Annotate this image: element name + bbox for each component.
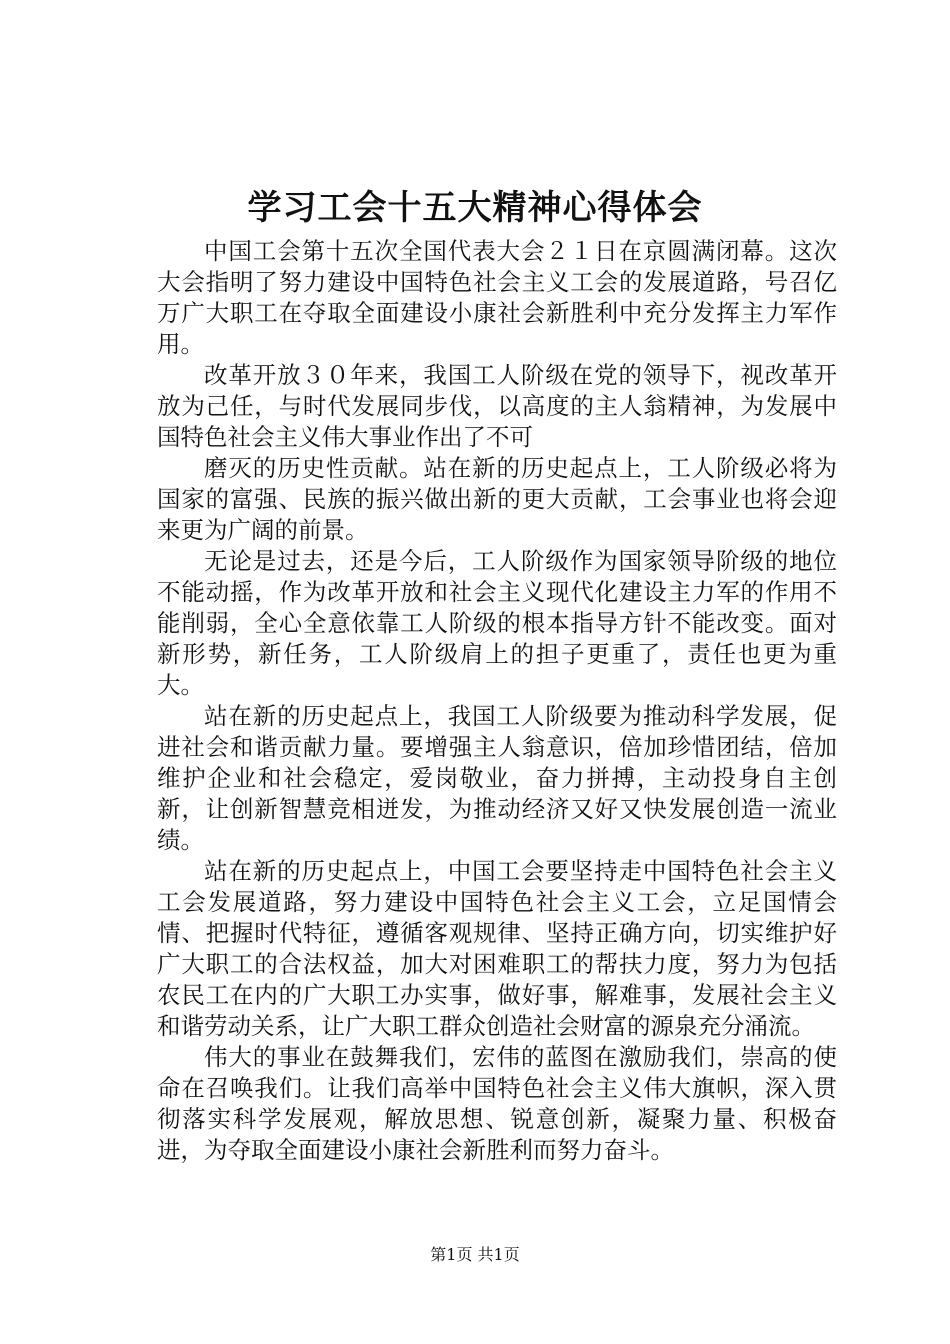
paragraph-3: 磨灭的历史性贡献。站在新的历史起点上，工人阶级必将为国家的富强、民族的振兴做出新的更大贡献，工会事业也将会迎来更为广阔的前景。 xyxy=(157,454,837,544)
page-number-footer: 第1页 共1页 xyxy=(430,1245,520,1264)
document-title: 学习工会十五大精神心得体会 xyxy=(247,188,703,228)
paragraph-2: 改革开放３０年来，我国工人阶级在党的领导下，视改革开放为己任，与时代发展同步伐，以高度的主人翁精神，为发展中国特色社会主义伟大事业作出了不可 xyxy=(157,361,837,451)
paragraph-1: 中国工会第十五次全国代表大会２１日在京圆满闭幕。这次大会指明了努力建设中国特色社会主义工会的发展道路，号召亿万广大职工在夺取全面建设小康社会新胜利中充分发挥主力军作用。 xyxy=(157,237,837,358)
paragraph-4: 无论是过去，还是今后，工人阶级作为国家领导阶级的地位不能动摇，作为改革开放和社会主义现代化建设主力军的作用不能削弱，全心全意依靠工人阶级的根本指导方针不能改变。面对新形势，新任务，工人阶级肩上的担子更重了，责任也更为重大。 xyxy=(157,547,837,699)
paragraph-7: 伟大的事业在鼓舞我们，宏伟的蓝图在激励我们，崇高的使命在召唤我们。让我们高举中国特色社会主义伟大旗帜，深入贯彻落实科学发展观，解放思想、锐意创新，凝聚力量、积极奋进，为夺取全面建设小康社会新胜利而努力奋斗。 xyxy=(157,1043,837,1164)
paragraph-5: 站在新的历史起点上，我国工人阶级要为推动科学发展，促进社会和谐贡献力量。要增强主人翁意识，倍加珍惜团结，倍加维护企业和社会稳定，爱岗敬业，奋力拼搏，主动投身自主创新，让创新智慧竞相迸发，为推动经济又好又快发展创造一流业绩。 xyxy=(157,702,837,854)
paragraph-6: 站在新的历史起点上，中国工会要坚持走中国特色社会主义工会发展道路，努力建设中国特色社会主义工会，立足国情会情、把握时代特征，遵循客观规律、坚持正确方向，切实维护好广大职工的合法权益，加大对困难职工的帮扶力度，努力为包括农民工在内的广大职工办实事，做好事，解难事，发展社会主义和谐劳动关系，让广大职工群众创造社会财富的源泉充分涌流。 xyxy=(157,857,837,1040)
document-body xyxy=(157,236,837,1166)
